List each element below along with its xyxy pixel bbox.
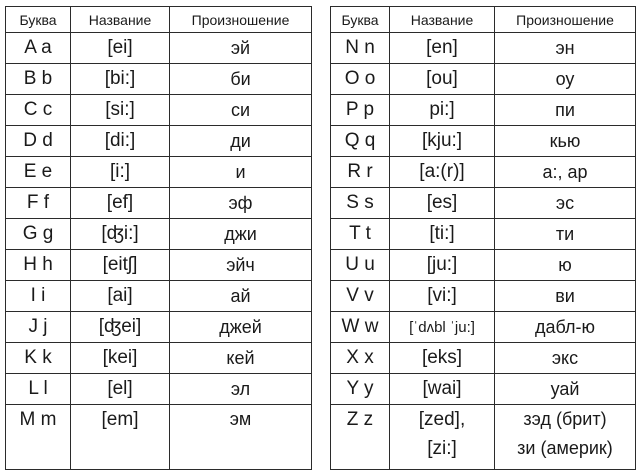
table-row [331,219,636,250]
letter-cell: C c [6,95,71,126]
pronunciation-cell: ю [495,250,636,281]
pronunciation-cell: джей [170,312,312,343]
letter-cell: E e [6,157,71,188]
header-letter: Буква [6,7,71,33]
pronunciation-cell: эм [170,405,312,470]
name-cell: [ei] [71,33,170,64]
pronunciation-cell: а:, ар [495,157,636,188]
letter-cell: V v [331,281,390,312]
pronunciation-cell: ди [170,126,312,157]
table-row [331,188,636,219]
pronunciation-cell: дабл-ю [495,312,636,343]
pronunciation-cell: ви [495,281,636,312]
letter-cell: Q q [331,126,390,157]
name-cell: [kei] [71,343,170,374]
table-row [331,281,636,312]
letter-cell: D d [6,126,71,157]
header-letter: Буква [331,7,390,33]
letter-cell: R r [331,157,390,188]
table-row [6,219,312,250]
name-cell: [el] [71,374,170,405]
pronunciation-cell: джи [170,219,312,250]
letter-cell: O o [331,64,390,95]
pronunciation-cell: ай [170,281,312,312]
alphabet-table-left [5,6,312,470]
table-row [6,250,312,281]
letter-cell: H h [6,250,71,281]
table-row [6,374,312,405]
header-name: Название [390,7,495,33]
letter-cell: M m [6,405,71,470]
letter-cell: T t [331,219,390,250]
pronunciation-cell: эйч [170,250,312,281]
letter-cell: L l [6,374,71,405]
header-pronunciation: Произношение [170,7,312,33]
name-cell: [kju:] [390,126,495,157]
letter-cell: W w [331,312,390,343]
letter-cell: U u [331,250,390,281]
name-cell: [ʤi:] [71,219,170,250]
name-cell: [ʤei] [71,312,170,343]
table-row [6,405,312,470]
table-row [6,281,312,312]
name-cell: [wai] [390,374,495,405]
letter-cell: N n [331,33,390,64]
letter-cell: B b [6,64,71,95]
letter-cell: S s [331,188,390,219]
table-row [6,312,312,343]
name-cell: [em] [71,405,170,470]
name-cell: [ef] [71,188,170,219]
header-row [331,7,636,33]
name-cell: [i:] [71,157,170,188]
pronunciation-cell: эл [170,374,312,405]
table-row [6,126,312,157]
name-cell [390,405,495,470]
letter-cell: F f [6,188,71,219]
table-row [331,95,636,126]
name-cell: [eks] [390,343,495,374]
name-cell: [bi:] [71,64,170,95]
letter-cell: P p [331,95,390,126]
pronunciation-cell: эф [170,188,312,219]
table-row [6,64,312,95]
pronunciation-cell: си [170,95,312,126]
name-line: [zi:] [427,438,457,459]
name-cell: [es] [390,188,495,219]
pronunciation-cell: ти [495,219,636,250]
name-cell: [vi:] [390,281,495,312]
name-cell: [en] [390,33,495,64]
name-cell: [ju:] [390,250,495,281]
letter-cell: X x [331,343,390,374]
pronunciation-cell: би [170,64,312,95]
table-row [6,188,312,219]
name-cell: [a:(r)] [390,157,495,188]
pronunciation-cell: пи [495,95,636,126]
table-row [331,343,636,374]
table-row [331,405,636,470]
table-row [331,374,636,405]
name-cell: [ti:] [390,219,495,250]
letter-cell: Y y [331,374,390,405]
name-line: [zed], [418,409,466,430]
pronunciation-cell: оу [495,64,636,95]
header-row [6,7,312,33]
name-cell: pi:] [390,95,495,126]
pronunciation-cell [495,405,636,470]
table-row [6,343,312,374]
letter-cell: A a [6,33,71,64]
table-row [331,312,636,343]
pronunciation-cell: уай [495,374,636,405]
table-row [331,64,636,95]
header-name: Название [71,7,170,33]
header-pronunciation: Произношение [495,7,636,33]
name-cell: [si:] [71,95,170,126]
letter-cell: G g [6,219,71,250]
letter-cell: J j [6,312,71,343]
letter-cell: Z z [331,405,390,470]
table-row [6,33,312,64]
pronunciation-cell: эн [495,33,636,64]
name-cell: [ou] [390,64,495,95]
name-cell: [eitʃ] [71,250,170,281]
table-row [6,157,312,188]
name-cell: [ai] [71,281,170,312]
pronunciation-cell: кью [495,126,636,157]
table-row [331,33,636,64]
pronunciation-line: зэд (брит) [523,409,607,429]
name-cell: [ˈdʌbl ˈju:] [390,312,495,343]
table-row [331,157,636,188]
pronunciation-cell: экс [495,343,636,374]
table-row [331,250,636,281]
letter-cell: I i [6,281,71,312]
pronunciation-cell: кей [170,343,312,374]
pronunciation-cell: эс [495,188,636,219]
alphabet-table-right [330,6,636,470]
table-row [331,126,636,157]
letter-cell: K k [6,343,71,374]
pronunciation-cell: эй [170,33,312,64]
pronunciation-cell: и [170,157,312,188]
name-cell: [di:] [71,126,170,157]
table-row [6,95,312,126]
pronunciation-line: зи (америк) [517,438,613,458]
